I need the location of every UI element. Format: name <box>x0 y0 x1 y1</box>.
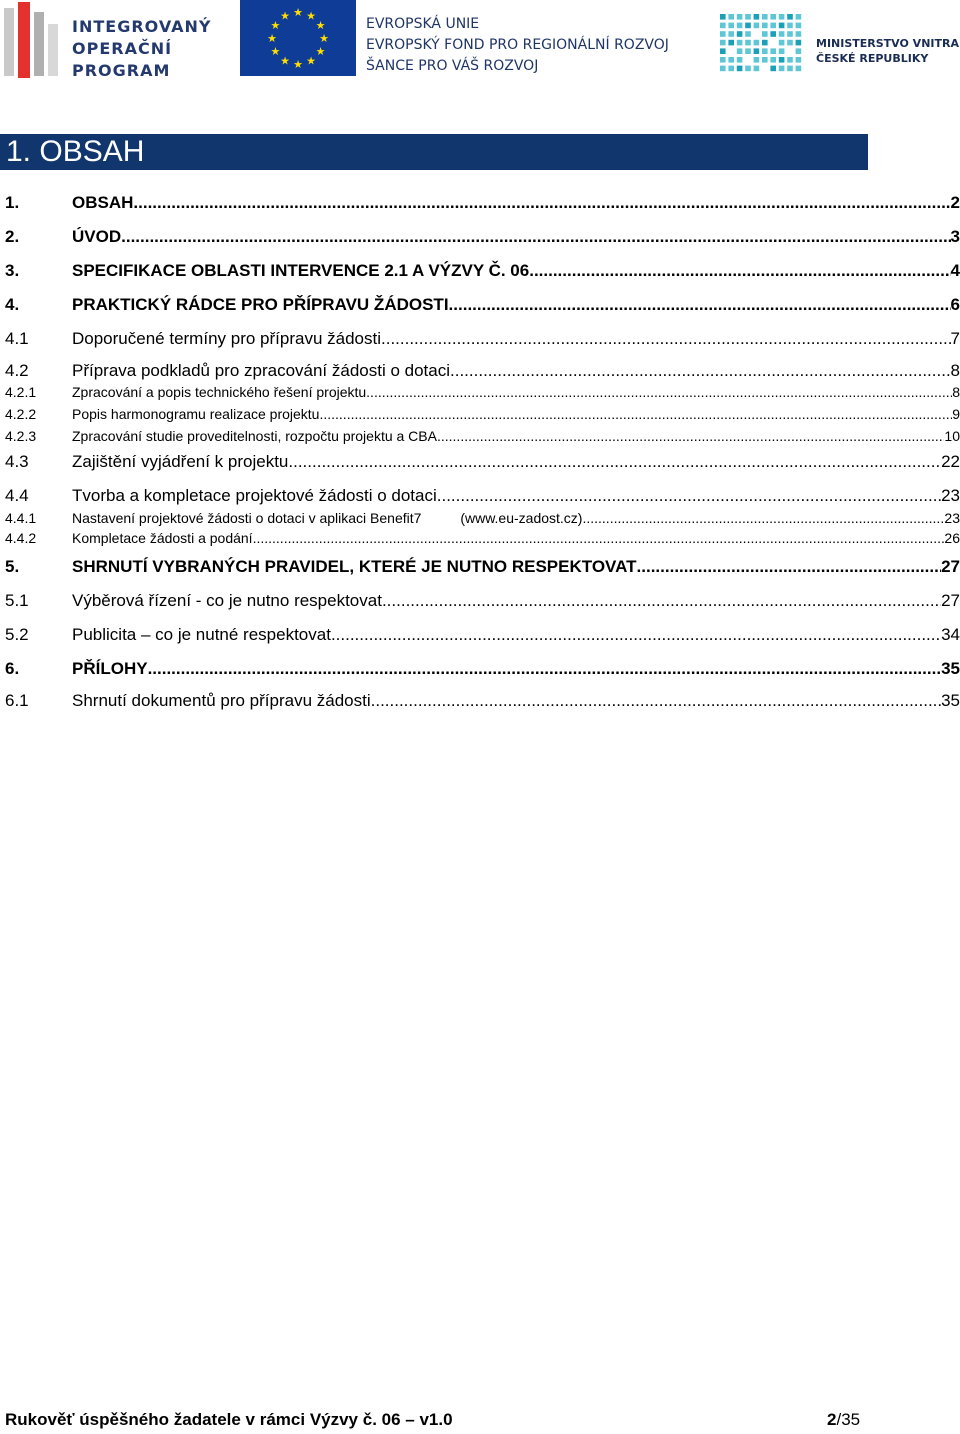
toc-dot-leader <box>529 261 950 281</box>
toc-dot-leader <box>449 295 951 315</box>
toc-entry-page: 27 <box>941 557 960 576</box>
toc-entry-page: 2 <box>950 193 960 212</box>
toc-entry[interactable] <box>0 510 960 528</box>
toc-entry-page: 9 <box>952 406 960 422</box>
svg-text:★: ★ <box>280 54 290 68</box>
ministry-logo-text: MINISTERSTVO VNITRA ČESKÉ REPUBLIKY <box>816 37 959 65</box>
toc-entry-number: 4.2 <box>5 361 29 380</box>
toc-entry[interactable] <box>0 261 960 283</box>
toc-entry-page: 4 <box>950 261 960 280</box>
toc-entry-number: 4.4.2 <box>5 530 37 546</box>
toc-entry-page: 35 <box>941 659 960 678</box>
toc-entry-title: Zpracování studie proveditelnosti, rozpočtu projektu a CBA <box>72 428 437 444</box>
toc-dot-leader <box>133 193 950 213</box>
toc-entry-page: 6 <box>950 295 960 314</box>
svg-text:★: ★ <box>293 6 303 19</box>
toc-entry[interactable] <box>0 530 960 548</box>
toc-dot-leader <box>437 428 944 444</box>
toc-entry-number: 4.2.2 <box>5 406 37 422</box>
toc-entry[interactable] <box>0 591 960 613</box>
iop-logo-text: INTEGROVANÝ OPERAČNÍ PROGRAM <box>72 17 212 80</box>
toc-entry-number: 6. <box>5 659 20 678</box>
toc-dot-leader <box>331 625 941 645</box>
toc-entry[interactable] <box>0 691 960 713</box>
toc-dot-leader <box>288 452 941 472</box>
toc-entry-page: 22 <box>941 452 960 471</box>
toc-dot-leader <box>319 406 952 422</box>
toc-dot-leader <box>121 227 950 247</box>
iop-logo <box>4 2 212 80</box>
toc-entry[interactable] <box>0 557 960 579</box>
toc-entry[interactable] <box>0 361 960 383</box>
svg-text:★: ★ <box>267 32 277 45</box>
toc-entry-number: 4.2.1 <box>5 384 37 400</box>
page-footer <box>0 1408 960 1434</box>
toc-entry-title: Zpracování a popis technického řešení projektu <box>72 384 367 400</box>
toc-entry-title: PŘÍLOHY <box>72 659 148 678</box>
toc-entry-number: 4.1 <box>5 329 29 348</box>
svg-text:★: ★ <box>270 19 281 32</box>
toc-entry-title: OBSAH <box>72 193 134 212</box>
svg-text:★: ★ <box>319 32 329 45</box>
footer-document-title: Rukověť úspěšného žadatele v rámci Výzvy č. 06 – v1.0 <box>5 1410 453 1429</box>
section-title: 1. OBSAH <box>6 135 145 168</box>
toc-entry-number: 1. <box>5 193 20 212</box>
toc-entry-title: Zajištění vyjádření k projektu <box>72 452 289 471</box>
toc-entry[interactable] <box>0 384 960 402</box>
eu-flag-icon <box>240 0 356 76</box>
toc-dot-leader <box>371 691 941 711</box>
toc-entry[interactable] <box>0 659 960 681</box>
toc-entry[interactable] <box>0 329 960 351</box>
toc-entry-title: Výběrová řízení - co je nutno respektovat <box>72 591 382 610</box>
toc-entry-page: 26 <box>944 530 960 546</box>
toc-dot-leader <box>366 384 952 400</box>
toc-entry-title: PRAKTICKÝ RÁDCE PRO PŘÍPRAVU ŽÁDOSTI <box>72 295 449 314</box>
toc-entry-page: 23 <box>941 486 960 505</box>
toc-entry-title: Shrnutí dokumentů pro přípravu žádosti <box>72 691 371 710</box>
svg-text:★: ★ <box>306 9 316 23</box>
svg-text:★: ★ <box>315 45 326 58</box>
toc-entry[interactable] <box>0 486 960 508</box>
toc-dot-leader <box>381 329 951 349</box>
toc-entry-title: Nastavení projektové žádosti o dotaci v aplikaci Benefit7 (www.eu-zadost.cz) <box>72 510 583 526</box>
toc-entry-title: ÚVOD <box>72 227 122 246</box>
toc-entry-page: 27 <box>941 591 960 610</box>
toc-entry[interactable] <box>0 406 960 424</box>
toc-entry-number: 4.3 <box>5 452 29 471</box>
iop-logo-icon <box>4 2 60 78</box>
toc-entry-title: Doporučené termíny pro přípravu žádosti <box>72 329 381 348</box>
toc-dot-leader <box>450 361 951 381</box>
toc-dot-leader <box>582 510 944 526</box>
toc-entry-title: Tvorba a kompletace projektové žádosti o dotaci <box>72 486 437 505</box>
eu-logo-text: EVROPSKÁ UNIE EVROPSKÝ FOND PRO REGIONÁLNÍ ROZVOJ ŠANCE PRO VÁŠ ROZVOJ <box>366 16 669 74</box>
toc-entry-page: 23 <box>944 510 960 526</box>
toc-entry-title: Příprava podkladů pro zpracování žádosti o dotaci <box>72 361 451 380</box>
toc-entry-number: 4.2.3 <box>5 428 37 444</box>
toc-entry-title: SPECIFIKACE OBLASTI INTERVENCE 2.1 A VÝZVY Č. 06 <box>72 261 530 280</box>
toc-entry-number: 5. <box>5 557 20 576</box>
toc-entry-page: 8 <box>950 361 960 380</box>
toc-entry-title: SHRNUTÍ VYBRANÝCH PRAVIDEL, KTERÉ JE NUTNO RESPEKTOVAT <box>72 557 637 576</box>
toc-dot-leader <box>437 486 941 506</box>
page-header <box>0 0 960 82</box>
svg-text:★: ★ <box>293 58 303 71</box>
toc-entry[interactable] <box>0 428 960 446</box>
toc-entry-number: 6.1 <box>5 691 29 710</box>
toc-entry-page: 10 <box>944 428 960 444</box>
toc-entry-page: 35 <box>941 691 960 710</box>
toc-entry-number: 2. <box>5 227 20 246</box>
toc-entry-title: Kompletace žádosti a podání <box>72 530 253 546</box>
toc-dot-leader <box>637 557 942 577</box>
svg-text:★: ★ <box>280 9 290 23</box>
toc-entry[interactable] <box>0 452 960 474</box>
toc-entry-page: 3 <box>950 227 960 246</box>
toc-entry-page: 34 <box>941 625 960 644</box>
section-title-bar <box>0 134 868 170</box>
toc-dot-leader <box>148 659 942 679</box>
toc-dot-leader <box>253 530 945 546</box>
toc-entry[interactable] <box>0 193 960 215</box>
ministry-logo-icon <box>720 14 806 76</box>
toc-entry-number: 3. <box>5 261 20 280</box>
svg-text:★: ★ <box>306 54 316 68</box>
svg-text:★: ★ <box>315 19 326 32</box>
svg-text:★: ★ <box>270 45 281 58</box>
toc-entry[interactable] <box>0 227 960 249</box>
toc-entry-number: 4.4 <box>5 486 29 505</box>
toc-entry-title: Publicita – co je nutné respektovat <box>72 625 331 644</box>
toc-entry-page: 8 <box>952 384 960 400</box>
toc-entry-number: 5.2 <box>5 625 29 644</box>
toc-entry[interactable] <box>0 295 960 317</box>
toc-entry-number: 4.4.1 <box>5 510 37 526</box>
toc-entry-number: 5.1 <box>5 591 29 610</box>
toc-entry-number: 4. <box>5 295 20 314</box>
toc-entry-title: Popis harmonogramu realizace projektu <box>72 406 320 422</box>
toc-entry[interactable] <box>0 625 960 647</box>
footer-page-number: 2/35 <box>827 1410 861 1429</box>
toc-entry-page: 7 <box>950 329 960 348</box>
toc-dot-leader <box>382 591 941 611</box>
